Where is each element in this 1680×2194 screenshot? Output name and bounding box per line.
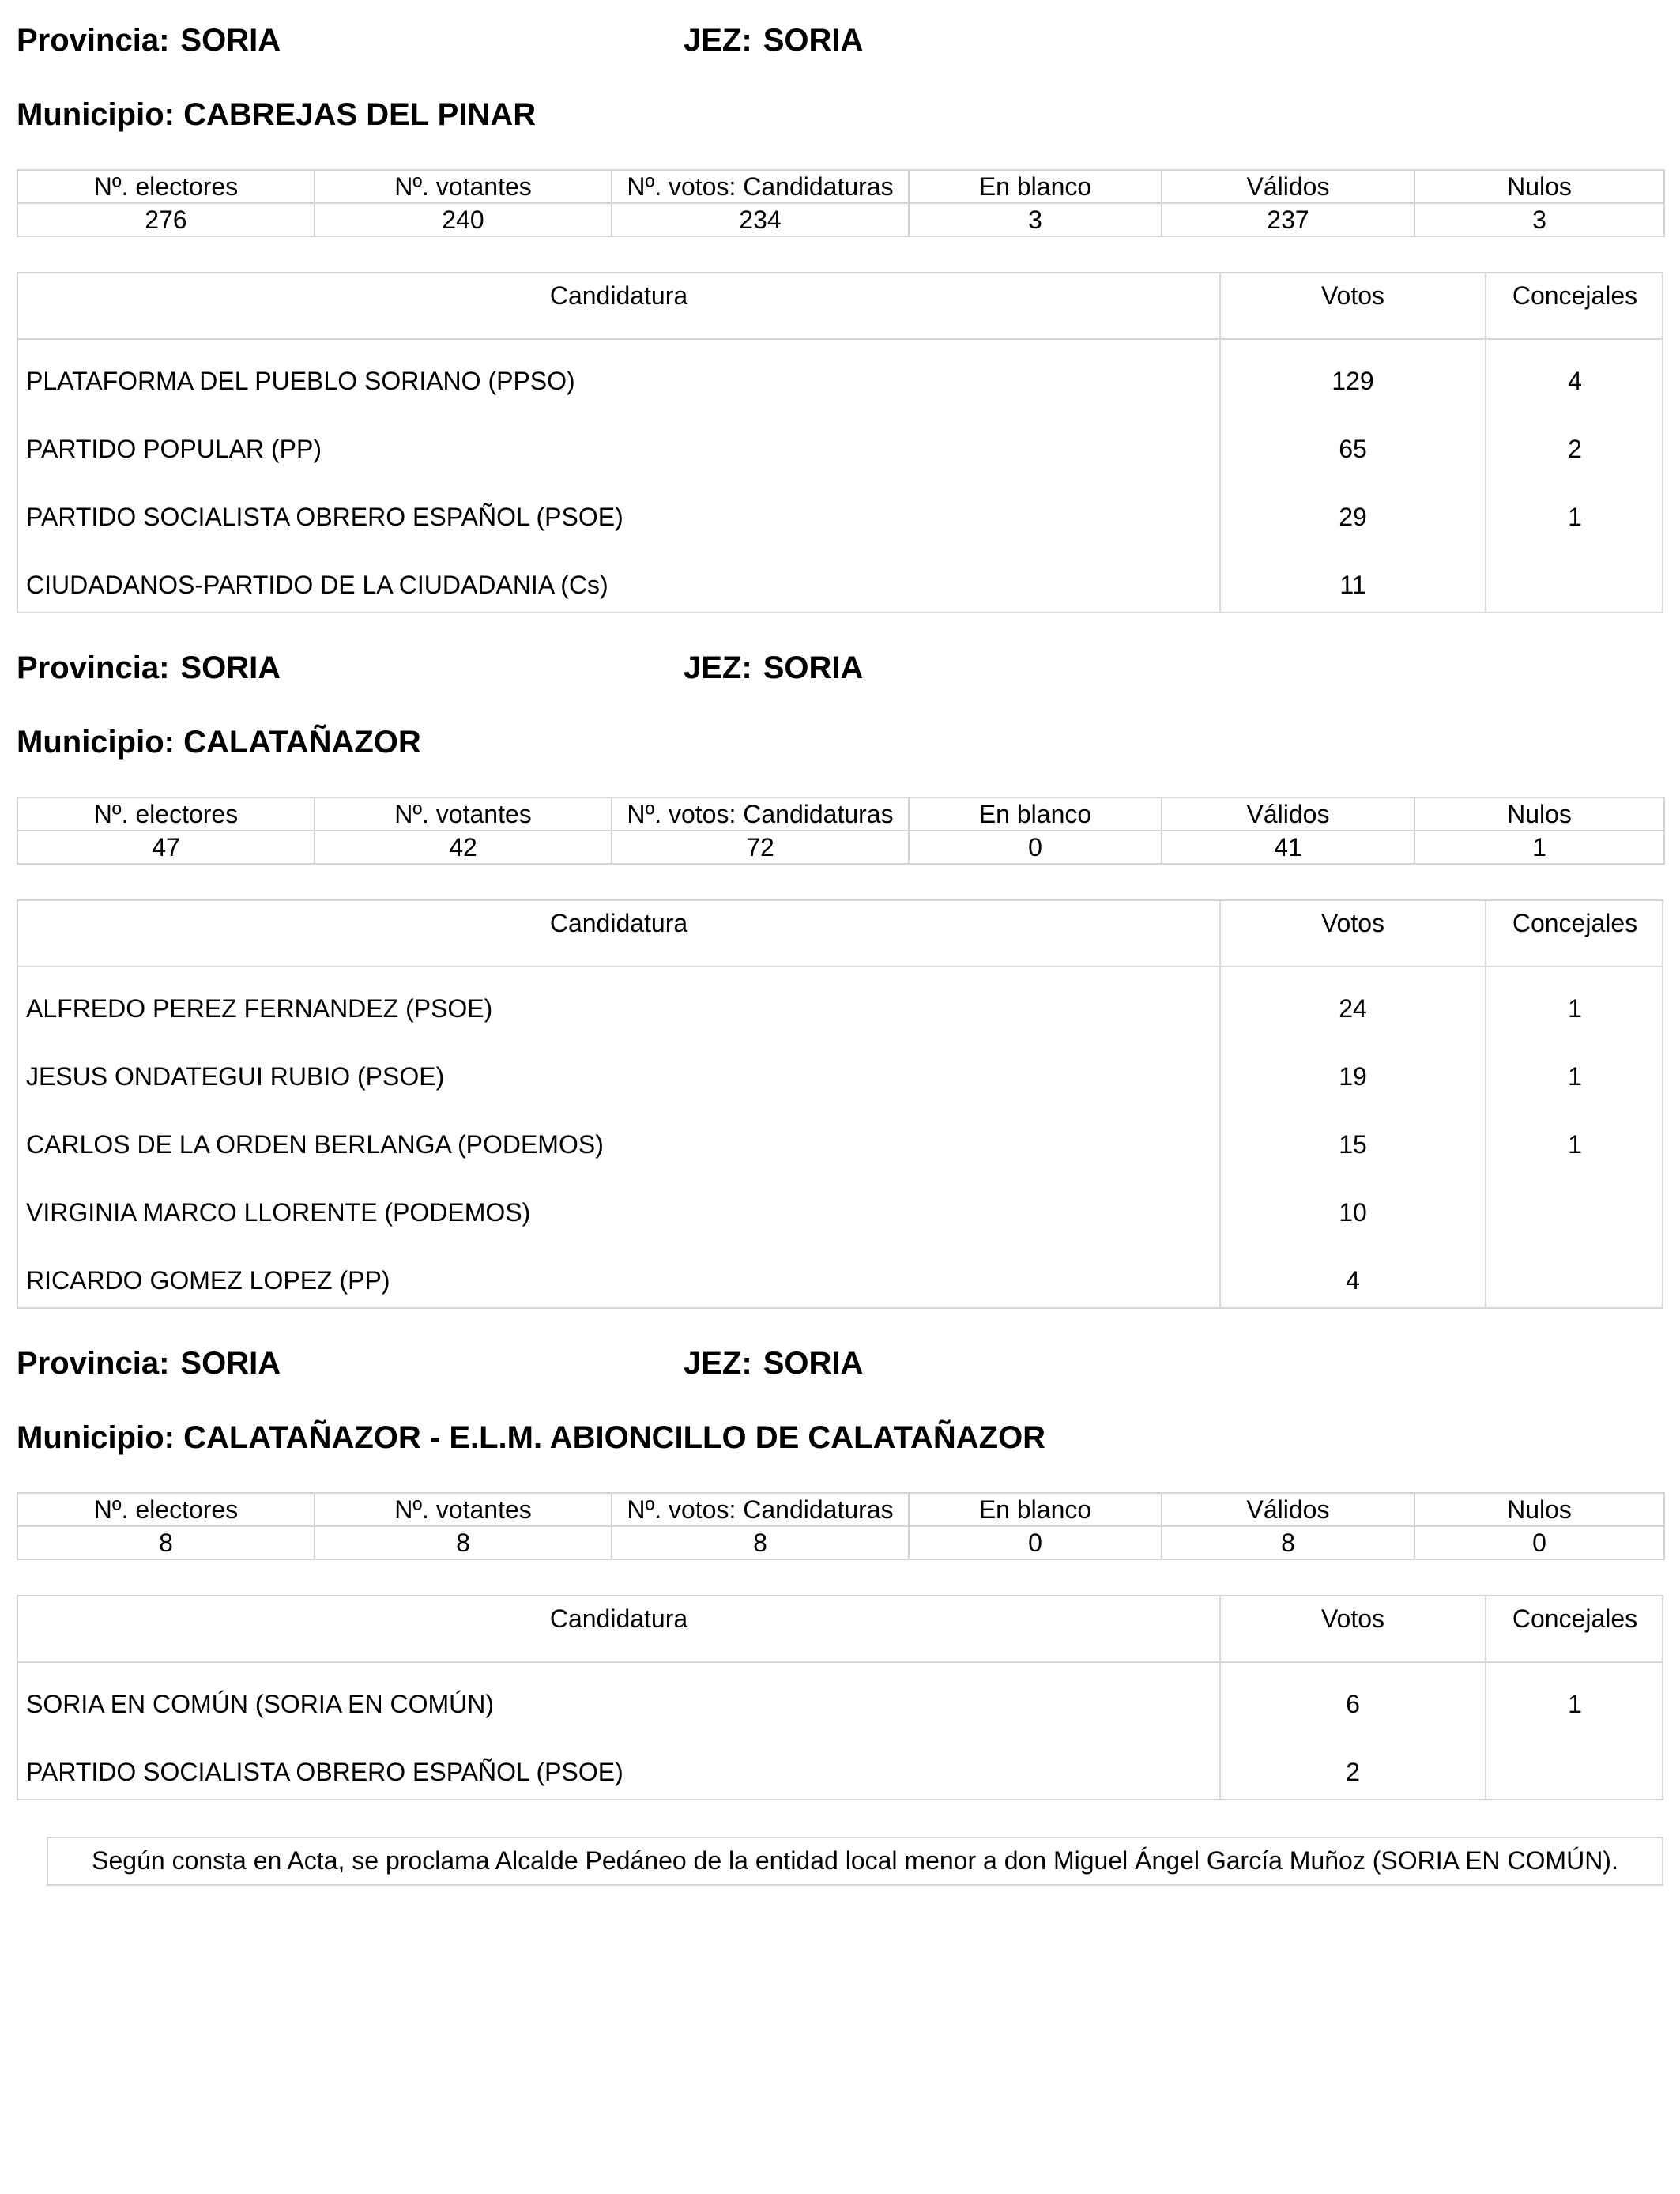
candidatura-row [18,544,1662,612]
stats-value-row [17,203,1664,236]
municipio-label: Municipio: [17,97,175,132]
municipio-heading [17,724,421,760]
stats-header-row [17,170,1664,203]
stats-value-cell: 41 [1162,831,1414,864]
jez-heading [684,1345,863,1382]
candidatura-row [18,1663,1662,1731]
votos-column-header: Votos [1320,281,1385,310]
stats-value-cell: 240 [315,203,612,236]
provincia-value: SORIA [180,650,281,685]
jez-heading [684,650,863,686]
candidatura-votes: 2 [1346,1758,1360,1786]
municipio-value: CABREJAS DEL PINAR [183,97,537,132]
municipio-label: Municipio: [17,725,175,760]
candidaturas-table [17,1595,1663,1800]
candidatura-name: JESUS ONDATEGUI RUBIO (PSOE) [26,1062,445,1091]
provincia-label: Provincia: [17,1346,170,1381]
stats-header-cell: Nº. votos: Candidaturas [612,170,909,203]
candidatura-row [18,1035,1662,1103]
candidatura-concejales: 2 [1568,435,1582,463]
candidatura-votes: 11 [1339,571,1366,599]
stats-header-row [17,1493,1664,1526]
municipio-heading [17,96,536,133]
stats-header-cell: Nulos [1414,797,1664,831]
candidatura-name: PARTIDO SOCIALISTA OBRERO ESPAÑOL (PSOE) [26,1758,623,1786]
candidaturas-table [17,899,1663,1309]
candidatura-name: RICARDO GOMEZ LOPEZ (PP) [26,1266,390,1295]
candidatura-name: SORIA EN COMÚN (SORIA EN COMÚN) [26,1690,495,1718]
candidaturas-header [18,1596,1662,1663]
votos-column-header: Votos [1320,1604,1385,1633]
concejales-column-header: Concejales [1512,1604,1638,1633]
stats-table [17,1492,1665,1560]
jez-label: JEZ: [684,650,752,685]
candidatura-concejales: 4 [1568,367,1582,395]
candidatura-row [18,408,1662,476]
stats-value-cell: 8 [17,1526,315,1559]
votos-column-header: Votos [1320,909,1385,937]
candidaturas-rows [18,967,1662,1307]
candidatura-row [18,1103,1662,1171]
alcalde-proclamation-note: Según consta en Acta, se proclama Alcalde Pedáneo de la entidad local menor a don Miguel Ángel García Muñoz (SORIA EN COMÚN). [47,1837,1663,1886]
stats-header-cell: Nº. votantes [315,1493,612,1526]
provincia-heading [17,650,281,686]
stats-header-cell: Nº. electores [17,170,315,203]
candidatura-name: PARTIDO POPULAR (PP) [26,435,322,463]
jez-label: JEZ: [684,1346,752,1381]
stats-header-cell: Válidos [1162,170,1414,203]
stats-header-cell: Válidos [1162,797,1414,831]
jez-value: SORIA [763,23,864,58]
stats-value-cell: 8 [612,1526,909,1559]
stats-value-cell: 42 [315,831,612,864]
stats-header-cell: Nº. electores [17,1493,315,1526]
candidatura-name: VIRGINIA MARCO LLORENTE (PODEMOS) [26,1198,531,1227]
municipio-value: CALATAÑAZOR - E.L.M. ABIONCILLO DE CALATAÑAZOR [183,1420,1046,1455]
candidatura-votes: 4 [1346,1266,1360,1295]
provincia-label: Provincia: [17,23,170,58]
candidatura-votes: 129 [1332,367,1374,395]
candidatura-votes: 29 [1339,503,1367,531]
stats-value-cell: 3 [1414,203,1664,236]
provincia-heading [17,1345,281,1382]
stats-header-cell: Válidos [1162,1493,1414,1526]
stats-value-cell: 234 [612,203,909,236]
candidatura-votes: 24 [1339,994,1367,1023]
stats-header-cell: Nº. votantes [315,170,612,203]
stats-table [17,797,1665,865]
stats-header-cell: Nº. votantes [315,797,612,831]
stats-header-cell: En blanco [909,797,1162,831]
candidatura-name: PARTIDO SOCIALISTA OBRERO ESPAÑOL (PSOE) [26,503,623,531]
stats-header-row [17,797,1664,831]
provincia-heading [17,22,281,58]
candidatura-name: CIUDADANOS-PARTIDO DE LA CIUDADANIA (Cs) [26,571,608,599]
municipio-value: CALATAÑAZOR [183,725,421,760]
candidatura-row [18,1171,1662,1239]
municipio-heading [17,1419,1045,1456]
candidaturas-table [17,272,1663,613]
candidatura-votes: 65 [1339,435,1367,463]
candidaturas-rows [18,1663,1662,1799]
stats-value-cell: 237 [1162,203,1414,236]
stats-header-cell: Nulos [1414,1493,1664,1526]
candidaturas-rows [18,340,1662,612]
candidatura-votes: 15 [1339,1130,1367,1159]
jez-heading [684,22,863,58]
stats-header-cell: Nulos [1414,170,1664,203]
candidaturas-header [18,901,1662,967]
stats-value-cell: 3 [909,203,1162,236]
stats-header-cell: En blanco [909,170,1162,203]
stats-value-row [17,1526,1664,1559]
candidatura-name: ALFREDO PEREZ FERNANDEZ (PSOE) [26,994,493,1023]
jez-value: SORIA [763,1346,864,1381]
stats-value-row [17,831,1664,864]
candidatura-name: PLATAFORMA DEL PUEBLO SORIANO (PPSO) [26,367,575,395]
candidatura-concejales: 1 [1568,503,1582,531]
concejales-column-header: Concejales [1512,909,1638,937]
candidatura-column-header: Candidatura [549,281,688,310]
stats-value-cell: 0 [1414,1526,1664,1559]
candidatura-concejales: 1 [1568,1690,1582,1718]
jez-label: JEZ: [684,23,752,58]
candidatura-votes: 6 [1346,1690,1360,1718]
stats-value-cell: 0 [909,831,1162,864]
stats-value-cell: 1 [1414,831,1664,864]
candidatura-row [18,476,1662,544]
stats-header-cell: Nº. electores [17,797,315,831]
stats-value-cell: 72 [612,831,909,864]
stats-value-cell: 8 [1162,1526,1414,1559]
provincia-value: SORIA [180,1346,281,1381]
provincia-value: SORIA [180,23,281,58]
stats-header-cell: Nº. votos: Candidaturas [612,797,909,831]
candidatura-row [18,1731,1662,1799]
candidaturas-header [18,273,1662,340]
jez-value: SORIA [763,650,864,685]
candidatura-concejales: 1 [1568,994,1582,1023]
stats-value-cell: 276 [17,203,315,236]
provincia-label: Provincia: [17,650,170,685]
concejales-column-header: Concejales [1512,281,1638,310]
candidatura-votes: 19 [1339,1062,1367,1091]
stats-value-cell: 47 [17,831,315,864]
stats-value-cell: 0 [909,1526,1162,1559]
candidatura-row [18,967,1662,1035]
candidatura-column-header: Candidatura [549,909,688,937]
candidatura-concejales: 1 [1568,1130,1582,1159]
candidatura-row [18,1239,1662,1307]
municipio-label: Municipio: [17,1420,175,1455]
candidatura-column-header: Candidatura [549,1604,688,1633]
candidatura-name: CARLOS DE LA ORDEN BERLANGA (PODEMOS) [26,1130,604,1159]
stats-header-cell: En blanco [909,1493,1162,1526]
candidatura-concejales: 1 [1568,1062,1582,1091]
stats-value-cell: 8 [315,1526,612,1559]
candidatura-votes: 10 [1339,1198,1367,1227]
stats-header-cell: Nº. votos: Candidaturas [612,1493,909,1526]
stats-table [17,169,1665,237]
candidatura-row [18,340,1662,408]
